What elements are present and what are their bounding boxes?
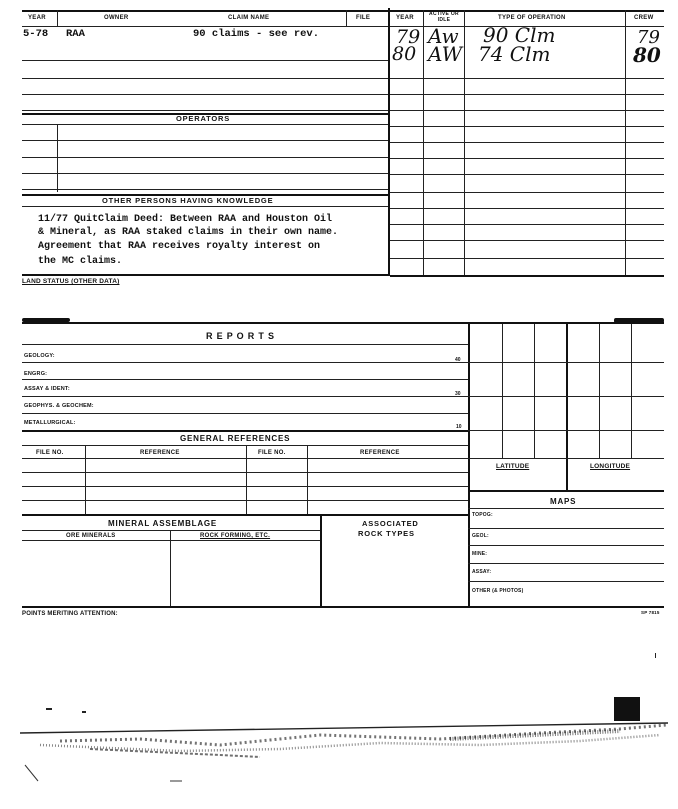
refs-header-reference-2: REFERENCE [360, 450, 400, 456]
rock-forming-header: ROCK FORMING, ETC. [200, 533, 271, 539]
operation-type-1: 90 Clm [483, 23, 556, 47]
operation-year-1: 79 [396, 26, 421, 48]
other-persons-note-line-4: the MC claims. [38, 256, 123, 267]
other-persons-note-line-3: Agreement that RAA receives royalty interest on [38, 241, 321, 252]
scan-noise-band [20, 715, 668, 795]
operation-header-active-idle: ACTIVE OR IDLE [429, 11, 459, 23]
maps-title: MAPS [550, 497, 577, 506]
report-engrg: ENGRG: [24, 371, 48, 377]
operation-status-1: Aw [428, 24, 459, 48]
maps-mine: MINE: [472, 551, 488, 557]
claims-year-value: 5-78 [23, 28, 49, 40]
points-meriting-attention: POINTS MERITING ATTENTION: [22, 611, 118, 617]
operation-crew-2: 80 [633, 43, 661, 67]
claims-header-owner: OWNER [104, 15, 129, 21]
maps-topog: TOPOG: [472, 512, 493, 518]
maps-geol: GEOL: [472, 533, 489, 539]
other-persons-note-line-1: 11/77 QuitClaim Deed: Between RAA and Houston Oil [38, 214, 333, 225]
report-geology-num: 40 [455, 357, 461, 363]
operation-type-2: 74 Clm [478, 42, 551, 66]
rock-types-label: ROCK TYPES [358, 529, 415, 538]
reports-title: R E P O R T S [206, 331, 275, 341]
report-geology: GEOLOGY: [24, 353, 55, 359]
other-persons-title: OTHER PERSONS HAVING KNOWLEDGE [102, 196, 274, 205]
operation-header-type: TYPE OF OPERATION [498, 15, 566, 21]
land-status-label: LAND STATUS (OTHER DATA) [22, 278, 120, 285]
operation-header-year: YEAR [396, 15, 414, 21]
claims-header-file: FILE [356, 15, 371, 21]
report-metallurgical: METALLURGICAL: [24, 420, 76, 426]
claims-header-year: YEAR [28, 15, 46, 21]
claims-claim-name-value: 90 claims - see rev. [193, 28, 320, 40]
operation-header-crew: CREW [634, 15, 654, 21]
ore-minerals-header: ORE MINERALS [66, 533, 116, 539]
operation-year-2: 80 [392, 43, 417, 65]
operators-title: OPERATORS [176, 114, 231, 123]
operation-status-2: AW [428, 42, 463, 66]
other-persons-note-line-2: & Mineral, as RAA staked claims in their own name. [38, 227, 339, 238]
associated-label: ASSOCIATED [362, 519, 419, 528]
refs-header-reference-1: REFERENCE [140, 450, 180, 456]
report-geophys-geochem: GEOPHYS. & GEOCHEM: [24, 403, 94, 409]
operation-crew-1: 79 [637, 27, 660, 48]
refs-header-file-no-1: FILE NO. [36, 450, 64, 456]
latitude-label: LATITUDE [496, 463, 530, 470]
report-metallurgical-num: 10 [456, 424, 462, 430]
claims-owner-value: RAA [66, 28, 85, 40]
longitude-label: LONGITUDE [590, 463, 631, 470]
mineral-assemblage-title: MINERAL ASSEMBLAGE [108, 519, 218, 528]
general-references-title: GENERAL REFERENCES [180, 434, 291, 443]
refs-header-file-no-2: FILE NO. [258, 450, 286, 456]
report-assay-num: 30 [455, 391, 461, 397]
claims-header-claim-name: CLAIM NAME [228, 15, 270, 21]
form-number: SP 7815 [641, 610, 660, 615]
maps-assay: ASSAY: [472, 569, 492, 575]
maps-other: OTHER (& PHOTOS) [472, 588, 524, 594]
report-assay-ident: ASSAY & IDENT: [24, 386, 70, 392]
